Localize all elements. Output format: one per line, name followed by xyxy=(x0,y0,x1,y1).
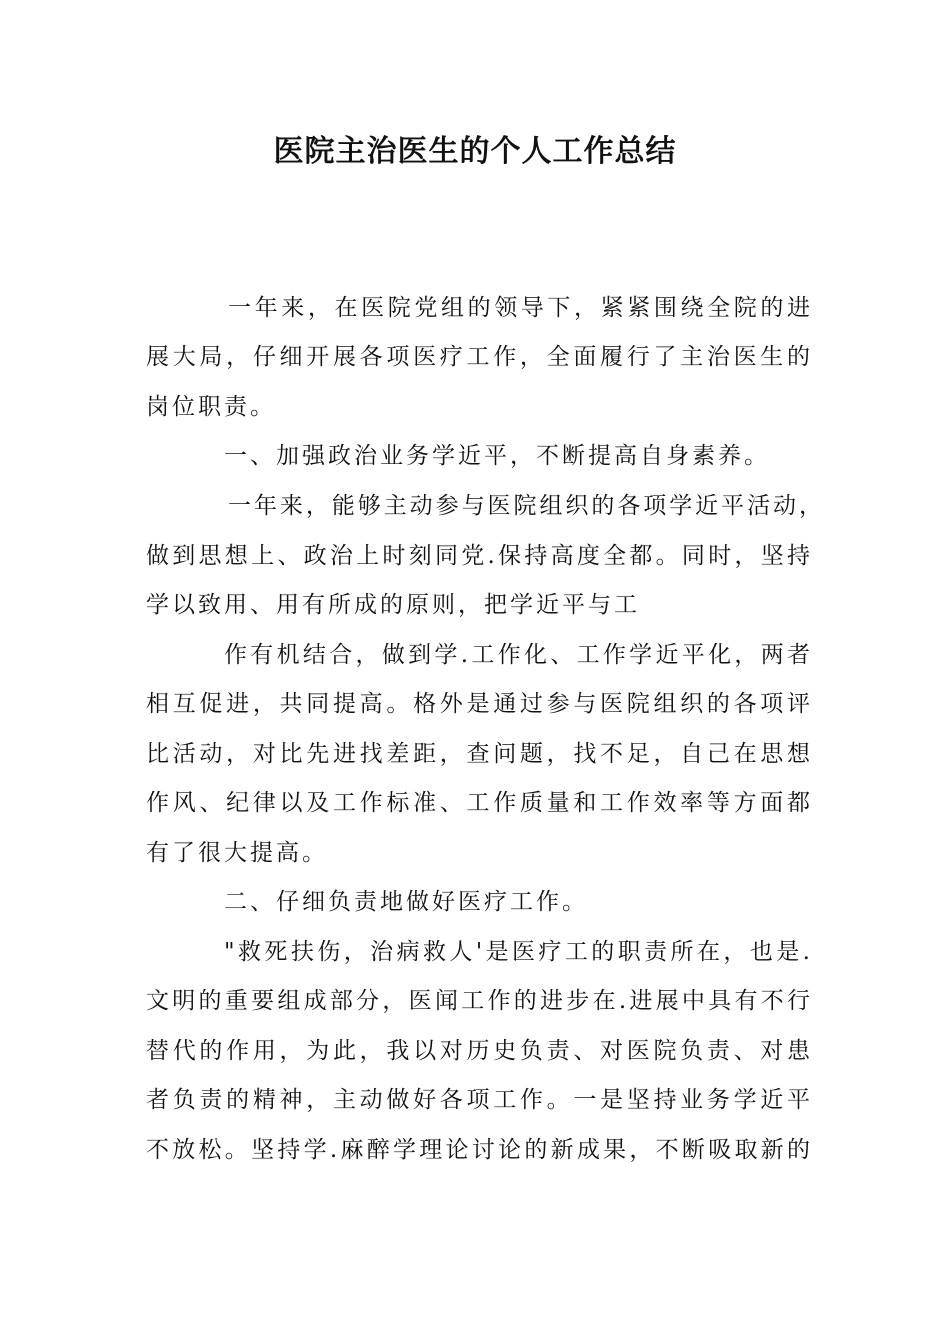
text-line: 一年来，能够主动参与医院组织的各项学近平活动， xyxy=(228,493,822,519)
text-line: 作有机结合，做到学.工作化、工作学近平化，两者 xyxy=(224,642,810,668)
text-line: 展大局，仔细开展各项医疗工作，全面履行了主治医生的 xyxy=(146,344,810,370)
text-line: 岗位职责。 xyxy=(146,394,276,420)
section-heading: 二、仔细负责地做好医疗工作。 xyxy=(224,889,588,915)
text-line: 做到思想上、政治上时刻同党.保持高度全都。同时，坚持 xyxy=(146,543,810,569)
text-line: 替代的作用，为此，我以对历史负责、对医院负责、对患 xyxy=(146,1038,810,1064)
text-line: 相互促进，共同提高。格外是通过参与医院组织的各项评 xyxy=(146,691,810,717)
text-line: 学以致用、用有所成的原则，把学近平与工 xyxy=(146,592,640,618)
text-line: "救死扶伤，治病救人'是医疗工的职责所在，也是. xyxy=(224,939,810,965)
text-line: 文明的重要组成部分，医闻工作的进步在.进展中具有不行 xyxy=(146,988,810,1014)
text-line: 比活动，对比先进找差距，查问题，找不足，自己在思想 xyxy=(146,741,810,767)
section-heading: 一、加强政治业务学近平，不断提高自身素养。 xyxy=(224,443,770,469)
text-line: 不放松。坚持学.麻醉学理论讨论的新成果，不断吸取新的 xyxy=(146,1137,810,1163)
text-line: 有了很大提高。 xyxy=(146,840,328,866)
text-line: 作风、纪律以及工作标准、工作质量和工作效率等方面都 xyxy=(146,790,810,816)
text-line: 者负责的精神，主动做好各项工作。一是坚持业务学近平 xyxy=(146,1087,810,1113)
document-title: 医院主治医生的个人工作总结 xyxy=(273,134,677,169)
text-line: 一年来，在医院党组的领导下，紧紧围绕全院的进 xyxy=(228,295,810,321)
